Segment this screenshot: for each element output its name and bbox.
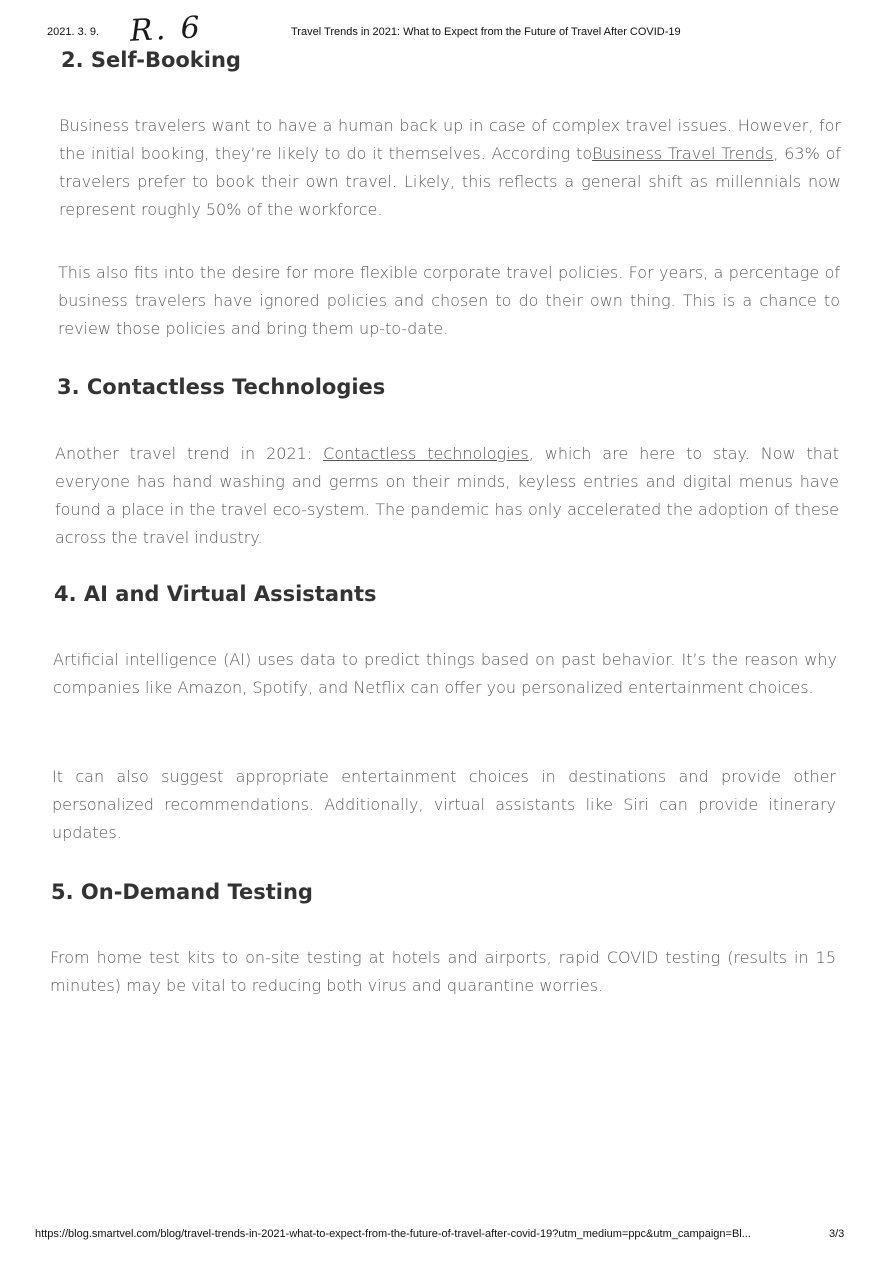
paragraph-text: , 63% of travelers prefer to book their own travel. Likely, this reflects a general shift as millennials now represent roughly 50% of the workforce. [59,144,841,219]
paragraph-testing-1: From home test kits to on-site testing at hotels and airports, rapid COVID testing (results in 15 minutes) may be vital to reducing both virus and quarantine worries. [50,948,836,995]
paragraph-ai-2: It can also suggest appropriate entertainment choices in destinations and provide other personalized recommendations. Additionally, virtual assistants like Siri can provide itinerary updates. [52,767,836,842]
paragraph-text: , which are here to stay. Now that everyone has hand washing and germs on their minds, keyless entries and digital menus have found a place in the travel eco-system. The pandemic has only accelerated the adoption of these across the travel industry. [55,444,839,547]
paragraph-ai-1: Artificial intelligence (AI) uses data to predict things based on past behavior. It’s the reason why companies like Amazon, Spotify, and Netflix can offer you personalized entertainment choices. [53,650,837,697]
heading-on-demand-testing: 5. On-Demand Testing [51,880,313,904]
print-footer [0,1228,893,1246]
heading-ai-virtual-assistants: 4. AI and Virtual Assistants [54,582,377,606]
paragraph-text: Business travelers want to have a human back up in case of complex travel issues. However, for the initial booking, they’re likely to do it themselves. According to [59,116,841,163]
paragraph-self-booking-1 [59,112,841,224]
contactless-technologies-link[interactable]: Contactless technologies [323,444,529,463]
heading-contactless-technologies: 3. Contactless Technologies [57,375,386,399]
heading-self-booking: 2. Self-Booking [61,48,241,72]
print-page-number: 3/3 [829,1228,845,1240]
print-url: https://blog.smartvel.com/blog/travel-trends-in-2021-what-to-expect-from-the-future-of-travel-after-covid-19?utm_medium=ppc&utm_campaign=Bl... [35,1228,751,1240]
print-date: 2021. 3. 9. [47,26,99,38]
paragraph-self-booking-2: This also fits into the desire for more flexible corporate travel policies. For years, a percentage of business travelers have ignored policies and chosen to do their own thing. This is a chance to review those policies and bring them up-to-date. [58,263,840,338]
handwritten-mark: R. 6 [129,10,204,49]
business-travel-trends-link[interactable]: Business Travel Trends [592,144,774,163]
paragraph-contactless-1 [55,440,839,552]
paragraph-text: Another travel trend in 2021: [55,444,324,463]
print-title: Travel Trends in 2021: What to Expect from the Future of Travel After COVID-19 [291,26,681,38]
